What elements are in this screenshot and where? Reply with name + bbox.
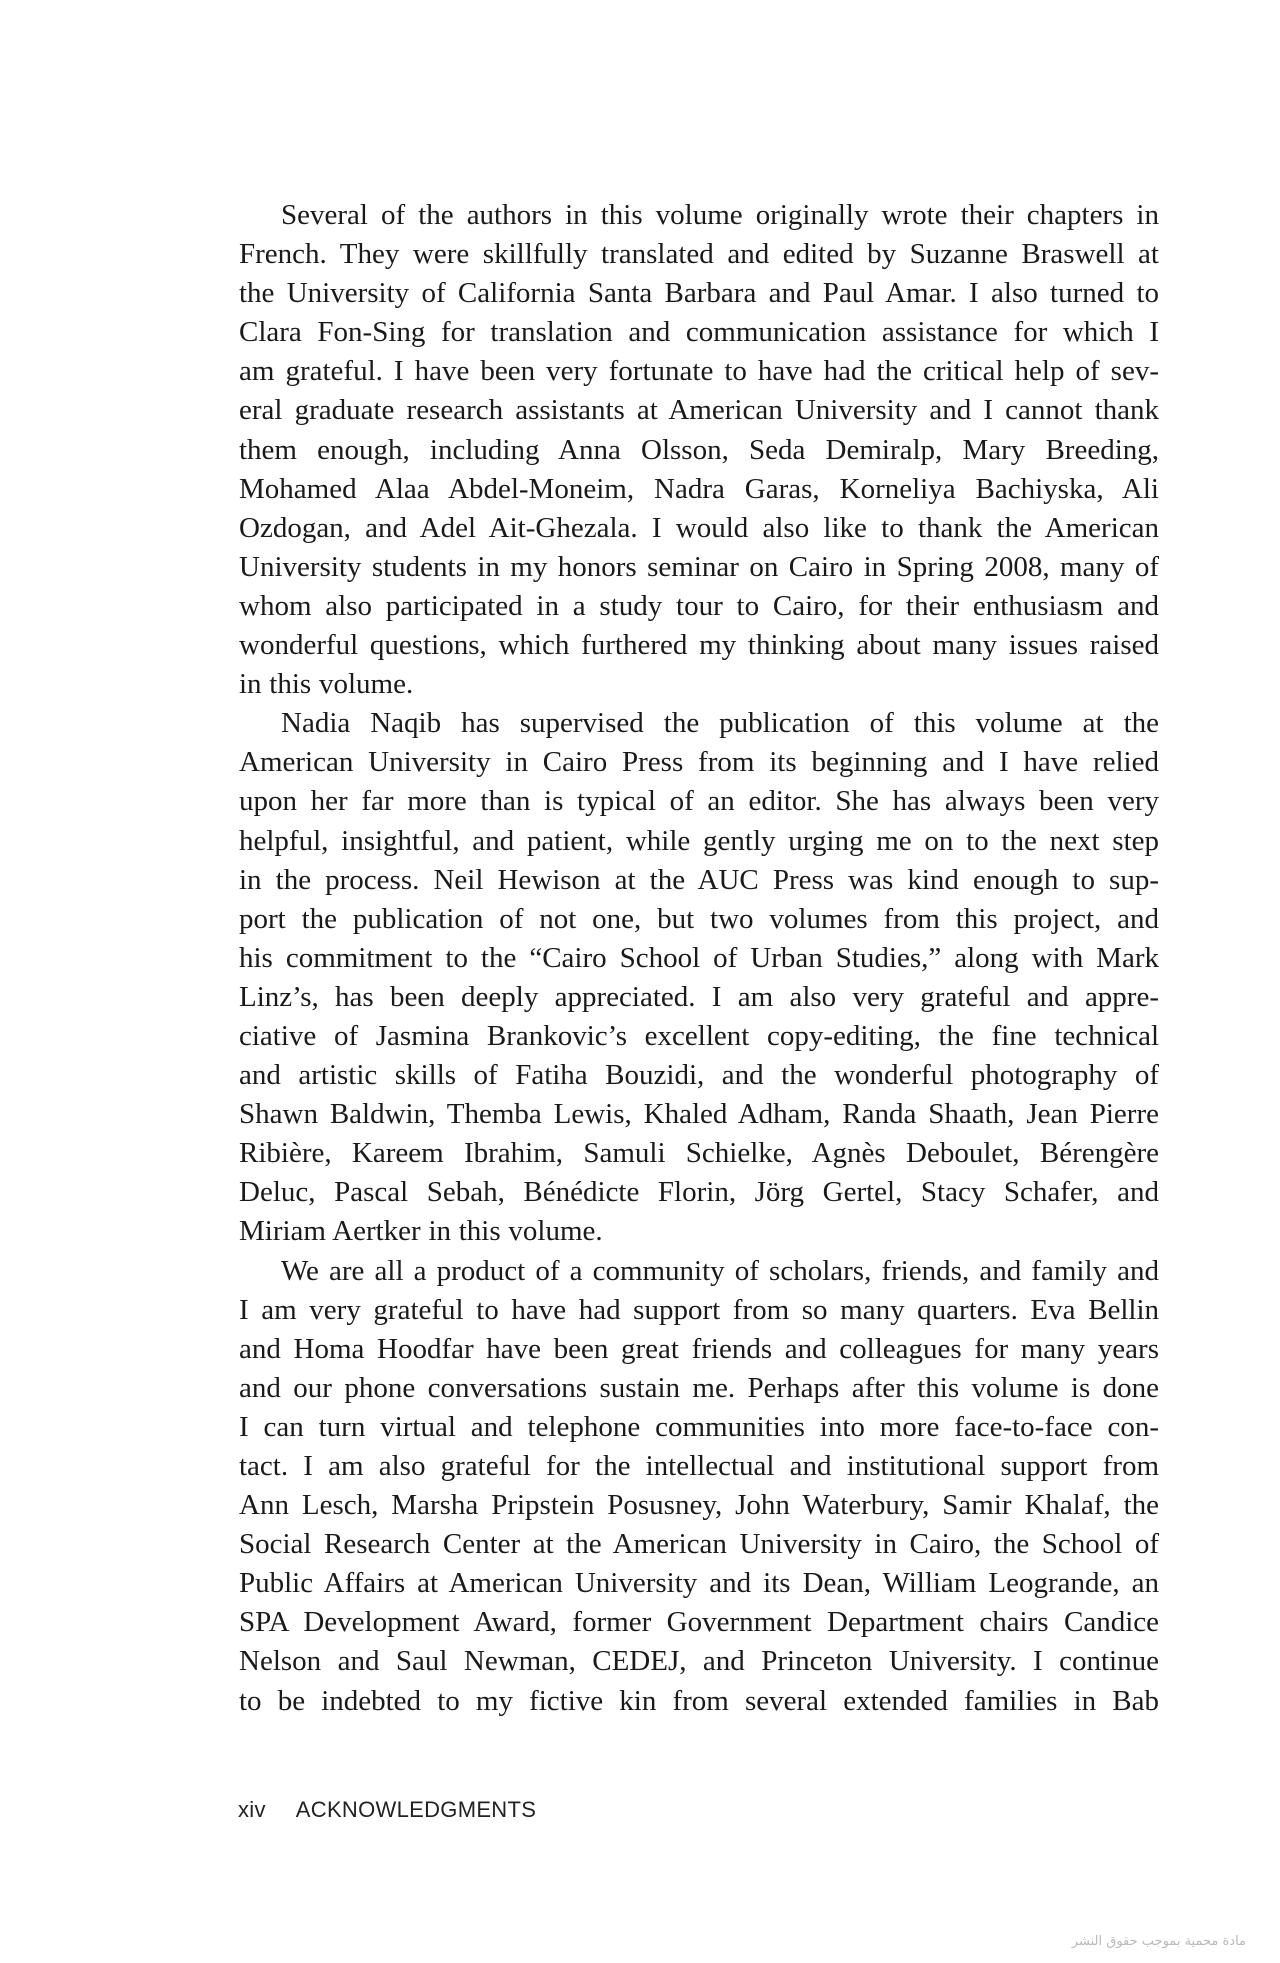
text-line: ciative of Jasmina Brankovic’s excellent copy-editing, the fine technical [239, 1019, 1159, 1052]
text-line: Deluc, Pascal Sebah, Bénédicte Florin, Jörg Gertel, Stacy Schafer, and [239, 1176, 1159, 1209]
text-line: Social Research Center at the American University in Cairo, the School of [239, 1528, 1159, 1561]
page-footer [238, 1797, 536, 1823]
text-line: We are all a product of a community of scholars, friends, and family and [281, 1254, 1159, 1287]
paragraph [239, 196, 1159, 704]
text-line: and our phone conversations sustain me. Perhaps after this volume is done [239, 1371, 1159, 1404]
text-line: SPA Development Award, former Government Department chairs Candice [239, 1606, 1159, 1639]
text-line: Public Affairs at American University and its Dean, William Leogrande, an [239, 1567, 1159, 1600]
text-line: I can turn virtual and telephone communities into more face-to-face con- [239, 1410, 1159, 1443]
text-line: upon her far more than is typical of an editor. She has always been very [239, 785, 1159, 818]
text-line: University students in my honors seminar on Cairo in Spring 2008, many of [239, 550, 1159, 583]
text-line: the University of California Santa Barbara and Paul Amar. I also turned to [239, 277, 1159, 310]
text-line: port the publication of not one, but two volumes from this project, and [239, 902, 1159, 935]
text-line: Linz’s, has been deeply appreciated. I am also very grateful and appre- [239, 980, 1159, 1013]
text-line: American University in Cairo Press from its beginning and I have relied [239, 746, 1159, 779]
text-line: eral graduate research assistants at American University and I cannot thank [239, 394, 1159, 427]
text-line: them enough, including Anna Olsson, Seda Demiralp, Mary Breeding, [239, 433, 1159, 466]
text-line: am grateful. I have been very fortunate to have had the critical help of sev- [239, 355, 1159, 388]
paragraph [239, 704, 1159, 1251]
text-line: tact. I am also grateful for the intellectual and institutional support from [239, 1450, 1159, 1482]
text-line: helpful, insightful, and patient, while gently urging me on to the next step [239, 824, 1159, 857]
text-line: Ribière, Kareem Ibrahim, Samuli Schielke, Agnès Deboulet, Bérengère [239, 1137, 1159, 1170]
running-head: ACKNOWLEDGMENTS [295, 1797, 537, 1822]
text-line: Miriam Aertker in this volume. [239, 1215, 603, 1248]
text-line: Clara Fon-Sing for translation and communication assistance for which I [239, 316, 1159, 349]
text-line: wonderful questions, which furthered my thinking about many issues raised [239, 629, 1159, 662]
paragraph [239, 1252, 1159, 1721]
text-line: to be indebted to my fictive kin from several extended families in Bab [239, 1684, 1159, 1717]
text-line: and Homa Hoodfar have been great friends and colleagues for many years [239, 1332, 1159, 1365]
text-line: in the process. Neil Hewison at the AUC Press was kind enough to sup- [239, 863, 1159, 896]
body-text [239, 196, 1159, 1721]
text-line: Nelson and Saul Newman, CEDEJ, and Princeton University. I continue [239, 1645, 1159, 1678]
text-line: his commitment to the “Cairo School of Urban Studies,” along with Mark [239, 941, 1159, 974]
text-line: Ann Lesch, Marsha Pripstein Posusney, John Waterbury, Samir Khalaf, the [239, 1489, 1159, 1522]
text-line: Mohamed Alaa Abdel-Moneim, Nadra Garas, Korneliya Bachiyska, Ali [239, 472, 1159, 505]
text-line: French. They were skillfully translated and edited by Suzanne Braswell at [239, 238, 1159, 271]
page-number: xiv [238, 1797, 266, 1822]
text-line: Ozdogan, and Adel Ait-Ghezala. I would also like to thank the American [239, 511, 1159, 544]
copyright-watermark: مادة محمية بموجب حقوق النشر [1071, 1934, 1246, 1949]
text-line: Nadia Naqib has supervised the publication of this volume at the [281, 707, 1159, 740]
text-line: whom also participated in a study tour to Cairo, for their enthusiasm and [239, 589, 1159, 622]
text-line: Shawn Baldwin, Themba Lewis, Khaled Adham, Randa Shaath, Jean Pierre [239, 1098, 1159, 1131]
text-line: I am very grateful to have had support from so many quarters. Eva Bellin [239, 1293, 1159, 1326]
text-line: in this volume. [239, 668, 414, 701]
text-line: Several of the authors in this volume originally wrote their chapters in [281, 199, 1159, 231]
text-line: and artistic skills of Fatiha Bouzidi, and the wonderful photography of [239, 1059, 1159, 1092]
